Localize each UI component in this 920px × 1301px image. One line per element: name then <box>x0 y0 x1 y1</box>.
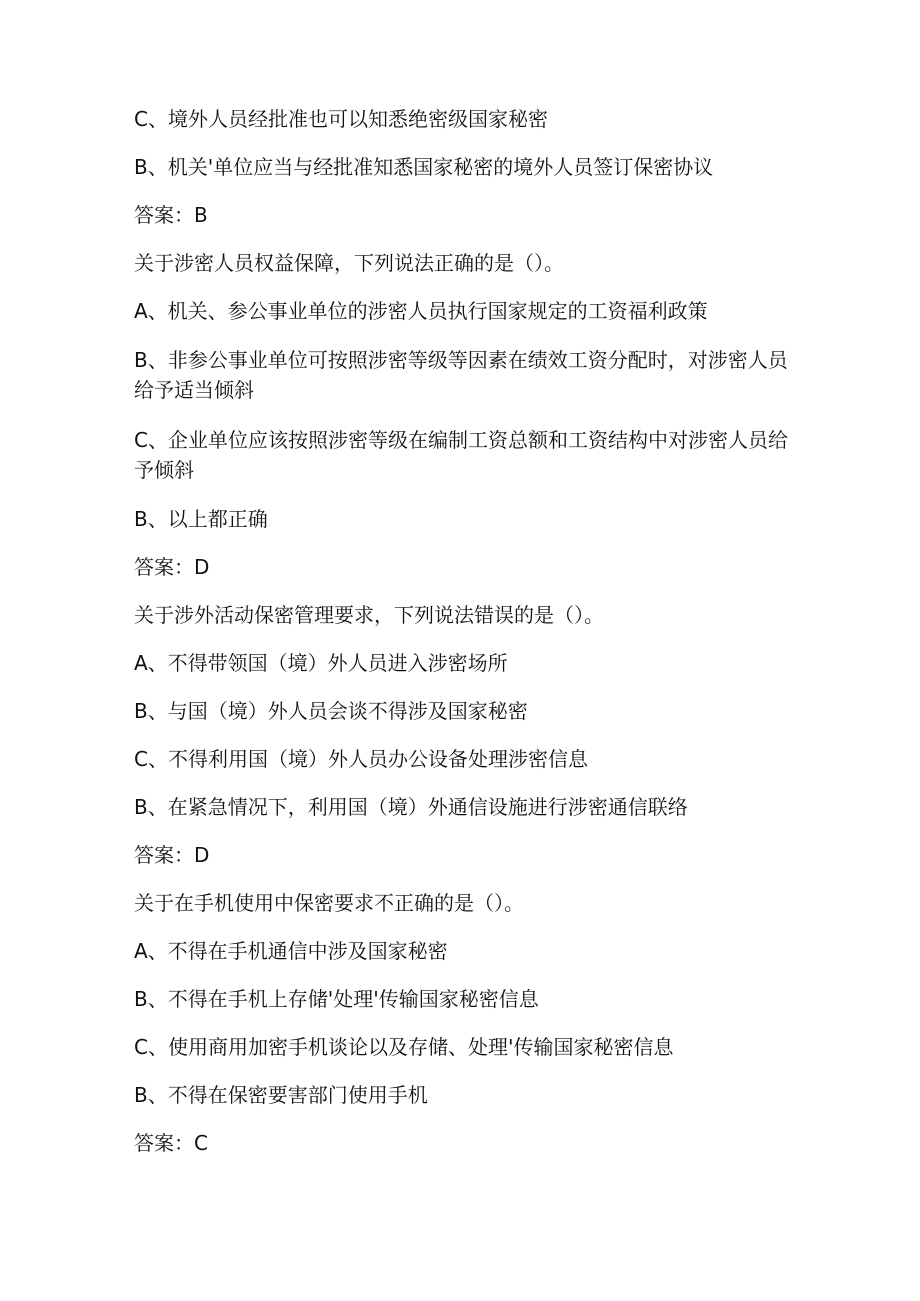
option-line: B、非参公事业单位可按照涉密等级等因素在绩效工资分配时，对涉密人员给予适当倾斜 <box>134 348 788 402</box>
question-line: 关于在手机使用中保密要求不正确的是（）。 <box>134 891 524 915</box>
option-line: B、不得在手机上存储'处理'传输国家秘密信息 <box>134 987 539 1011</box>
answer-line: 答案：C <box>134 1131 208 1155</box>
option-line: C、境外人员经批准也可以知悉绝密级国家秘密 <box>134 107 548 131</box>
answer-line: 答案：B <box>134 203 208 227</box>
option-line: B、在紧急情况下，利用国（境）外通信设施进行涉密通信联络 <box>134 795 688 819</box>
option-line: A、机关、参公事业单位的涉密人员执行国家规定的工资福利政策 <box>134 299 708 323</box>
answer-line: 答案：D <box>134 555 210 579</box>
option-line: C、使用商用加密手机谈论以及存储、处理'传输国家秘密信息 <box>134 1035 674 1059</box>
option-line: C、企业单位应该按照涉密等级在编制工资总额和工资结构中对涉密人员给予倾斜 <box>134 428 788 482</box>
document-body <box>134 105 794 1177</box>
answer-line: 答案：D <box>134 843 210 867</box>
question-line: 关于涉外活动保密管理要求，下列说法错误的是（）。 <box>134 603 604 627</box>
option-line: A、不得在手机通信中涉及国家秘密 <box>134 939 448 963</box>
option-line: B、以上都正确 <box>134 507 268 531</box>
option-line: C、不得利用国（境）外人员办公设备处理涉密信息 <box>134 747 588 771</box>
option-line: B、与国（境）外人员会谈不得涉及国家秘密 <box>134 699 528 723</box>
question-line: 关于涉密人员权益保障，下列说法正确的是（）。 <box>134 251 564 275</box>
option-line: A、不得带领国（境）外人员进入涉密场所 <box>134 651 508 675</box>
option-line: B、机关'单位应当与经批准知悉国家秘密的境外人员签订保密协议 <box>134 155 714 179</box>
option-line: B、不得在保密要害部门使用手机 <box>134 1083 428 1107</box>
